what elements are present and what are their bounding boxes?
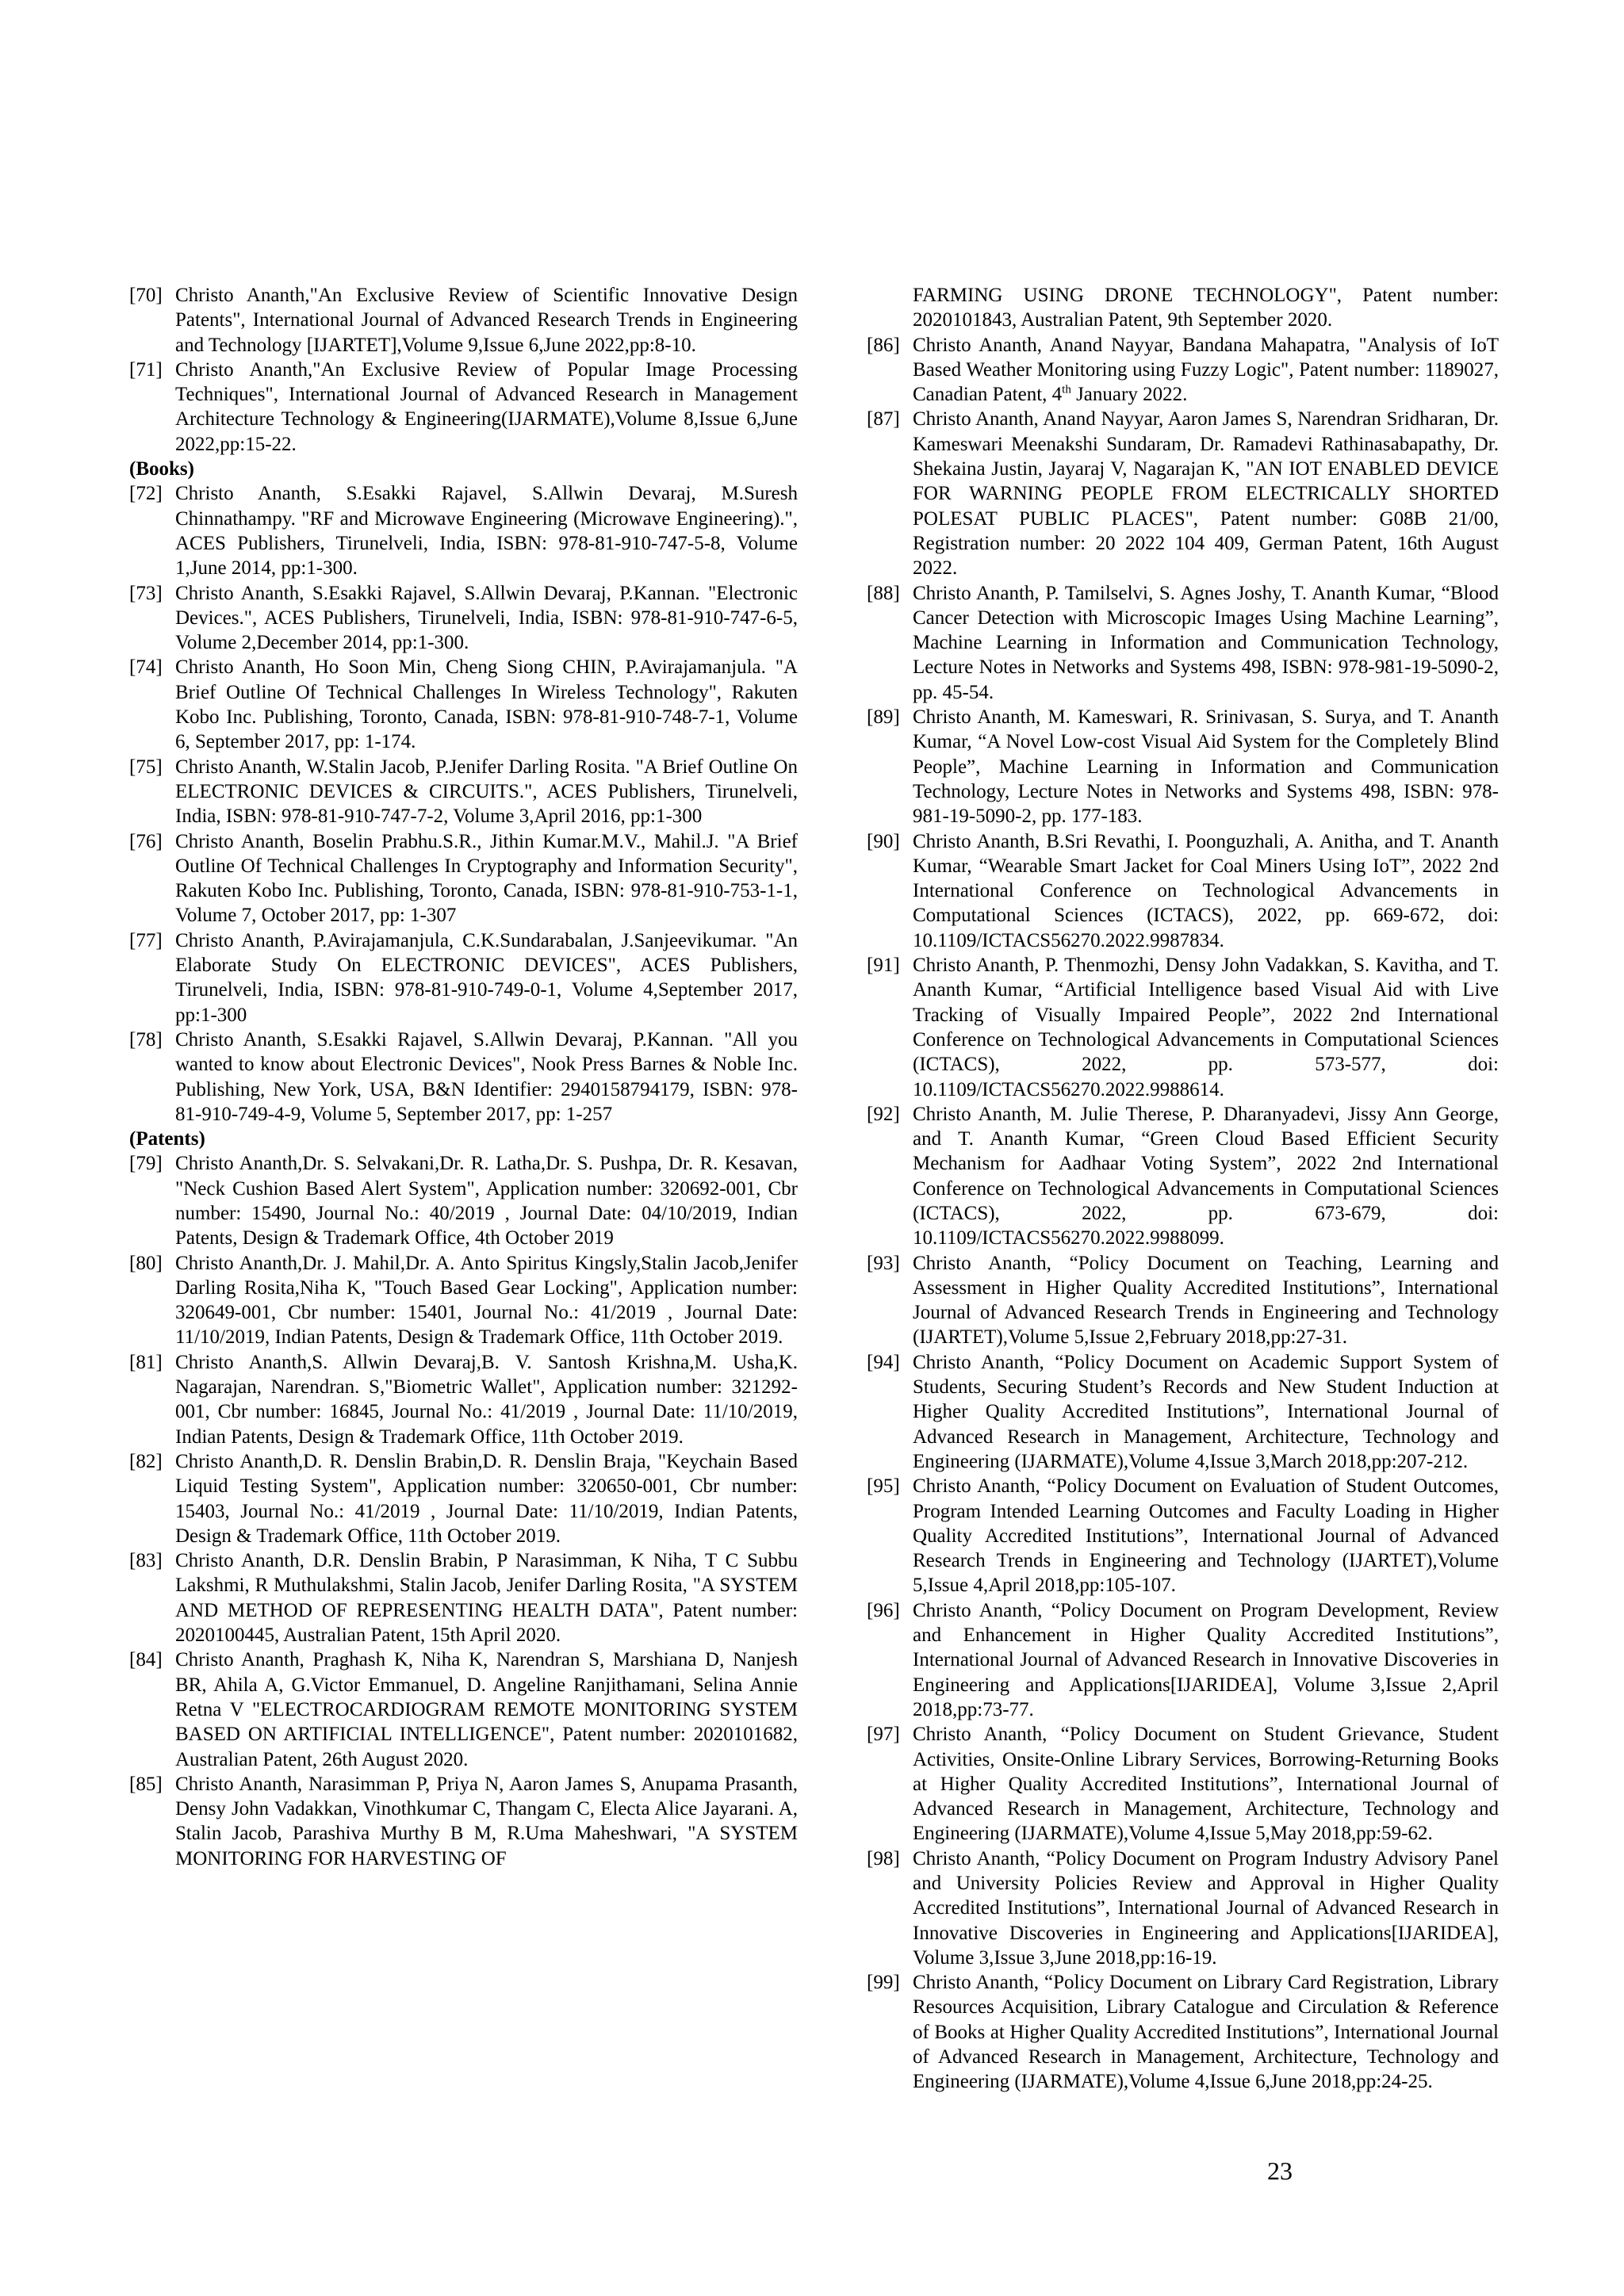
- reference-number: [89]: [867, 706, 900, 729]
- reference-entry: [129, 358, 798, 457]
- reference-text-main: Christo Ananth, P. Thenmozhi, Densy John Vadakkan, S. Kavitha, and T. Ananth Kumar, “Artificial Intelligence based Visual Aid with Live Tracking of Visually Impaired People”, 2022 2nd International Conference on Technological Advancements in Computational Sciences (ICTACS), 2022, pp. 573-577, doi: 10.1109/ICTACS56270.2022.9988614.: [913, 955, 1499, 1100]
- reference-text: [913, 1251, 1499, 1350]
- reference-text: [175, 928, 798, 1027]
- reference-text: [175, 755, 798, 829]
- reference-text: [913, 1102, 1499, 1251]
- reference-text-main: Christo Ananth, “Policy Document on Academic Support System of Students, Securing Student’s Records and New Student Induction at Higher Quality Accredited Institutions”, International Journal of Advanced Research in Management, Architecture, Technology and Engineering (IJARMATE),Volume 4,Issue 3,March 2018,pp:207-212.: [913, 1351, 1499, 1472]
- reference-text: [175, 1027, 798, 1127]
- reference-text: [175, 655, 798, 754]
- reference-text-main: Christo Ananth, M. Julie Therese, P. Dharanyadevi, Jissy Ann George, and T. Ananth Kumar, “Green Cloud Based Efficient Security Mechanism for Aadhaar Voting System”, 2022 2nd International Conference on Technological Advancements in Computational Sciences (ICTACS), 2022, pp. 673-679, doi: 10.1109/ICTACS56270.2022.9988099.: [913, 1103, 1499, 1249]
- reference-text: [175, 283, 798, 358]
- reference-entry: [129, 1151, 798, 1250]
- reference-entry: [867, 1722, 1499, 1846]
- reference-entry: [867, 1598, 1499, 1722]
- reference-number: [94]: [867, 1351, 900, 1373]
- reference-text-main: Christo Ananth, Ho Soon Min, Cheng Siong CHIN, P.Avirajamanjula. "A Brief Outline Of Technical Challenges In Wireless Technology", Rakuten Kobo Inc. Publishing, Toronto, Canada, ISBN: 978-81-910-748-7-1, Volume 6, September 2017, pp: 1-174.: [175, 656, 798, 753]
- reference-text-main: Christo Ananth, “Policy Document on Teaching, Learning and Assessment in Higher Quality Accredited Institutions”, International Journal of Advanced Research Trends in Engineering and Technology (IJARTET),Volume 5,Issue 2,February 2018,pp:27-31.: [913, 1252, 1499, 1349]
- reference-entry: [867, 1474, 1499, 1598]
- reference-entry: [129, 1548, 798, 1647]
- reference-number: [83]: [129, 1550, 163, 1572]
- reference-text: [175, 481, 798, 580]
- reference-text-main: Christo Ananth, Anand Nayyar, Aaron James S, Narendran Sridharan, Dr. Kameswari Meenakshi Sundaram, Dr. Ramadevi Rathinasabapathy, Dr. Shekaina Justin, Jayaraj V, Nagarajan K, "AN IOT ENABLED DEVICE FOR WARNING PEOPLE FROM ELECTRICALLY SHORTED POLESAT PUBLIC PLACES", Patent number: G08B 21/00, Registration number: 20 2022 104 409, German Patent, 16th August 2022.: [913, 408, 1499, 580]
- reference-text: [175, 1548, 798, 1647]
- reference-entry: [867, 407, 1499, 580]
- reference-text: [913, 1846, 1499, 1970]
- reference-number: [84]: [129, 1649, 163, 1671]
- reference-entry: [867, 829, 1499, 953]
- reference-number: [86]: [867, 334, 900, 356]
- reference-number: [77]: [129, 929, 163, 951]
- reference-text: [175, 1151, 798, 1250]
- page-number: 23: [1267, 2156, 1293, 2185]
- reference-text-main: Christo Ananth, P.Avirajamanjula, C.K.Sundarabalan, J.Sanjeevikumar. "An Elaborate Study On ELECTRONIC DEVICES", ACES Publishers, Tirunelveli, India, ISBN: 978-81-910-749-0-1, Volume 4,September 2017, pp:1-300: [175, 929, 798, 1026]
- reference-continuation: FARMING USING DRONE TECHNOLOGY", Patent number: 2020101843, Australian Patent, 9th September 2020.: [913, 285, 1499, 331]
- reference-text-main: Christo Ananth, “Policy Document on Evaluation of Student Outcomes, Program Intended Learning Outcomes and Faculty Loading in Higher Quality Accredited Institutions”, International Journal of Advanced Research Trends in Engineering and Technology (IJARTET),Volume 5,Issue 4,April 2018,pp:105-107.: [913, 1475, 1499, 1597]
- reference-entry: [129, 581, 798, 656]
- reference-number: [78]: [129, 1028, 163, 1050]
- reference-entry: [867, 705, 1499, 828]
- reference-entry: [867, 1970, 1499, 2094]
- reference-entry: [867, 581, 1499, 705]
- reference-text-main: Christo Ananth, Praghash K, Niha K, Narendran S, Marshiana D, Nanjesh BR, Ahila A, G.Victor Emmanuel, D. Angeline Ranjithamani, Selina Annie Retna V "ELECTROCARDIOGRAM REMOTE MONITORING SYSTEM BASED ON ARTIFICIAL INTELLIGENCE", Patent number: 2020101682, Australian Patent, 26th August 2020.: [175, 1649, 798, 1770]
- reference-entry: [867, 333, 1499, 408]
- reference-text-main: Christo Ananth, S.Esakki Rajavel, S.Allwin Devaraj, M.Suresh Chinnathampy. "RF and Microwave Engineering (Microwave Engineering).", ACES Publishers, Tirunelveli, India, ISBN: 978-81-910-747-5-8, Volume 1,June 2014, pp:1-300.: [175, 483, 798, 580]
- reference-text-main: Christo Ananth,Dr. S. Selvakani,Dr. R. Latha,Dr. S. Pushpa, Dr. R. Kesavan, "Neck Cushion Based Alert System", Application number: 320692-001, Cbr number: 15490, Journal No.: 40/2019 , Journal Date: 04/10/2019, Indian Patents, Design & Trademark Office, 4th October 2019: [175, 1153, 798, 1249]
- reference-text: [175, 358, 798, 457]
- reference-text: [175, 1772, 798, 1871]
- reference-text-main: Christo Ananth,"An Exclusive Review of Popular Image Processing Techniques", International Journal of Advanced Research in Management Architecture Technology & Engineering(IJARMATE),Volume 8,Issue 6,June 2022,pp:15-22.: [175, 358, 798, 455]
- reference-entry: [129, 1027, 798, 1127]
- reference-text: [913, 1474, 1499, 1598]
- reference-text-main: Christo Ananth,S. Allwin Devaraj,B. V. Santosh Krishna,M. Usha,K. Nagarajan, Narendran. S,"Biometric Wallet", Application number: 321292-001, Cbr number: 16845, Journal No.: 41/2019 , Journal Date: 11/10/2019, Indian Patents, Design & Trademark Office, 11th October 2019.: [175, 1351, 798, 1448]
- reference-text: [175, 1449, 798, 1548]
- reference-number: [80]: [129, 1252, 163, 1274]
- reference-text-main: Christo Ananth, M. Kameswari, R. Srinivasan, S. Surya, and T. Ananth Kumar, “A Novel Low-cost Visual Aid System for the Completely Blind People”, Machine Learning in Information and Communication Technology, Lecture Notes in Networks and Systems 498, ISBN: 978-981-19-5090-2, pp. 177-183.: [913, 706, 1499, 828]
- section-heading: (Patents): [129, 1128, 205, 1150]
- reference-text-main: Christo Ananth, S.Esakki Rajavel, S.Allwin Devaraj, P.Kannan. "Electronic Devices.", ACES Publishers, Tirunelveli, India, ISBN: 978-81-910-747-6-5, Volume 2,December 2014, pp:1-300.: [175, 582, 798, 654]
- reference-number: [71]: [129, 358, 163, 381]
- reference-text-main: Christo Ananth,"An Exclusive Review of Scientific Innovative Design Patents", International Journal of Advanced Research Trends in Engineering and Technology [IJARTET],Volume 9,Issue 6,June 2022,pp:8-10.: [175, 285, 798, 356]
- reference-text-main: Christo Ananth, W.Stalin Jacob, P.Jenifer Darling Rosita. "A Brief Outline On ELECTRONIC DEVICES & CIRCUITS.", ACES Publishers, Tirunelveli, India, ISBN: 978-81-910-747-7-2, Volume 3,April 2016, pp:1-300: [175, 756, 798, 828]
- reference-number: [88]: [867, 582, 900, 604]
- reference-text: [913, 1350, 1499, 1474]
- reference-number: [96]: [867, 1599, 900, 1621]
- reference-text-main: Christo Ananth, “Policy Document on Library Card Registration, Library Resources Acquisition, Library Catalogue and Circulation & Reference of Books at Higher Quality Accredited Institutions”, International Journal of Advanced Research in Management, Architecture, Technology and Engineering (IJARMATE),Volume 4,Issue 6,June 2018,pp:24-25.: [913, 1972, 1499, 2093]
- section-heading: (Books): [129, 458, 194, 480]
- reference-number: [79]: [129, 1153, 163, 1175]
- reference-number: [74]: [129, 656, 163, 679]
- reference-text: [913, 829, 1499, 953]
- reference-entry: [129, 1251, 798, 1350]
- reference-number: [75]: [129, 756, 163, 778]
- reference-text: [913, 407, 1499, 580]
- reference-text-main: Christo Ananth,Dr. J. Mahil,Dr. A. Anto Spiritus Kingsly,Stalin Jacob,Jenifer Darling Rosita,Niha K, "Touch Based Gear Locking", Application number: 320649-001, Cbr number: 15401, Journal No.: 41/2019 , Journal Date: 11/10/2019, Indian Patents, Design & Trademark Office, 11th October 2019.: [175, 1252, 798, 1349]
- reference-text-main: Christo Ananth, D.R. Denslin Brabin, P Narasimman, K Niha, T C Subbu Lakshmi, R Muthulakshmi, Stalin Jacob, Jenifer Darling Rosita, "A SYSTEM AND METHOD OF REPRESENTING HEALTH DATA", Patent number: 2020100445, Australian Patent, 15th April 2020.: [175, 1550, 798, 1647]
- reference-number: [99]: [867, 1972, 900, 1994]
- reference-entry: [129, 928, 798, 1027]
- reference-text: [913, 953, 1499, 1102]
- reference-text: [175, 581, 798, 656]
- reference-text: [175, 1647, 798, 1771]
- reference-text: [913, 1598, 1499, 1722]
- reference-number: [72]: [129, 483, 163, 505]
- reference-entry: [129, 481, 798, 580]
- left-column: [129, 283, 798, 1871]
- reference-text: [175, 829, 798, 928]
- reference-number: [82]: [129, 1450, 163, 1472]
- reference-text-main: Christo Ananth, Anand Nayyar, Bandana Mahapatra, "Analysis of IoT Based Weather Monitoring using Fuzzy Logic", Patent number: 1189027, Canadian Patent, 4: [913, 334, 1499, 406]
- reference-entry: [129, 655, 798, 754]
- reference-text: [913, 333, 1499, 408]
- reference-entry: [867, 1846, 1499, 1970]
- reference-text-main: Christo Ananth, S.Esakki Rajavel, S.Allwin Devaraj, P.Kannan. "All you wanted to know about Electronic Devices", Nook Press Barnes & Noble Inc. Publishing, New York, USA, B&N Identifier: 2940158794179, ISBN: 978-81-910-749-4-9, Volume 5, September 2017, pp: 1-257: [175, 1028, 798, 1125]
- reference-text: [913, 1970, 1499, 2094]
- reference-text-tail: January 2022.: [1071, 384, 1188, 406]
- reference-number: [87]: [867, 408, 900, 430]
- reference-text-main: Christo Ananth, “Policy Document on Program Industry Advisory Panel and University Policies Review and Approval in Higher Quality Accredited Institutions”, International Journal of Advanced Research in Innovative Discoveries in Engineering and Applications[IJARIDEA], Volume 3,Issue 3,June 2018,pp:16-19.: [913, 1847, 1499, 1969]
- reference-text: [175, 1350, 798, 1449]
- reference-entry: [129, 829, 798, 928]
- reference-entry: [867, 1251, 1499, 1350]
- reference-entry: [867, 953, 1499, 1102]
- reference-text: [913, 705, 1499, 828]
- reference-number: [73]: [129, 582, 163, 604]
- reference-entry: [129, 1772, 798, 1871]
- reference-text-main: Christo Ananth, B.Sri Revathi, I. Poonguzhali, A. Anitha, and T. Ananth Kumar, “Wearable Smart Jacket for Coal Miners Using IoT”, 2022 2nd International Conference on Technological Advancements in Computational Sciences (ICTACS), 2022, pp. 669-672, doi: 10.1109/ICTACS56270.2022.9987834.: [913, 830, 1499, 951]
- reference-number: [95]: [867, 1475, 900, 1498]
- reference-text-main: Christo Ananth, “Policy Document on Program Development, Review and Enhancement in Higher Quality Accredited Institutions”, International Journal of Advanced Research in Innovative Discoveries in Engineering and Applications[IJARIDEA], Volume 3,Issue 2,April 2018,pp:73-77.: [913, 1599, 1499, 1720]
- reference-number: [98]: [867, 1847, 900, 1869]
- reference-text: [913, 1722, 1499, 1846]
- reference-entry: [867, 1350, 1499, 1474]
- ordinal-superscript: th: [1062, 383, 1071, 396]
- reference-text-main: Christo Ananth, Boselin Prabhu.S.R., Jithin Kumar.M.V., Mahil.J. "A Brief Outline Of Technical Challenges In Cryptography and Information Security", Rakuten Kobo Inc. Publishing, Toronto, Canada, ISBN: 978-81-910-753-1-1, Volume 7, October 2017, pp: 1-307: [175, 830, 798, 927]
- right-column: [867, 283, 1499, 2095]
- reference-number: [92]: [867, 1103, 900, 1125]
- reference-entry: [129, 1350, 798, 1449]
- reference-number: [76]: [129, 830, 163, 852]
- reference-number: [85]: [129, 1773, 163, 1795]
- reference-entry: [867, 1102, 1499, 1251]
- reference-entry: [129, 755, 798, 829]
- reference-number: [90]: [867, 830, 900, 852]
- reference-entry: [129, 1449, 798, 1548]
- reference-entry: [129, 1647, 798, 1771]
- reference-number: [70]: [129, 285, 163, 306]
- reference-text-main: Christo Ananth, P. Tamilselvi, S. Agnes Joshy, T. Ananth Kumar, “Blood Cancer Detection with Microscopic Images Using Machine Learning”, Machine Learning in Information and Communication Technology, Lecture Notes in Networks and Systems 498, ISBN: 978-981-19-5090-2, pp. 45-54.: [913, 582, 1499, 703]
- reference-text-main: Christo Ananth,D. R. Denslin Brabin,D. R. Denslin Braja, "Keychain Based Liquid Testing System", Application number: 320650-001, Cbr number: 15403, Journal No.: 41/2019 , Journal Date: 11/10/2019, Indian Patents, Design & Trademark Office, 11th October 2019.: [175, 1450, 798, 1547]
- reference-text: [913, 581, 1499, 705]
- reference-text-main: Christo Ananth, “Policy Document on Student Grievance, Student Activities, Onsite-Online Library Services, Borrowing-Returning Books at Higher Quality Accredited Institutions”, International Journal of Advanced Research in Management, Architecture, Technology and Engineering (IJARMATE),Volume 4,Issue 5,May 2018,pp:59-62.: [913, 1724, 1499, 1845]
- reference-entry: [129, 283, 798, 358]
- reference-number: [93]: [867, 1252, 900, 1274]
- reference-number: [81]: [129, 1351, 163, 1373]
- reference-text-main: Christo Ananth, Narasimman P, Priya N, Aaron James S, Anupama Prasanth, Densy John Vadakkan, Vinothkumar C, Thangam C, Electa Alice Jayarani. A, Stalin Jacob, Parashiva Murthy B M, R.Uma Maheshwari, "A SYSTEM MONITORING FOR HARVESTING OF: [175, 1773, 798, 1869]
- reference-text: [175, 1251, 798, 1350]
- reference-number: [97]: [867, 1724, 900, 1746]
- reference-number: [91]: [867, 955, 900, 977]
